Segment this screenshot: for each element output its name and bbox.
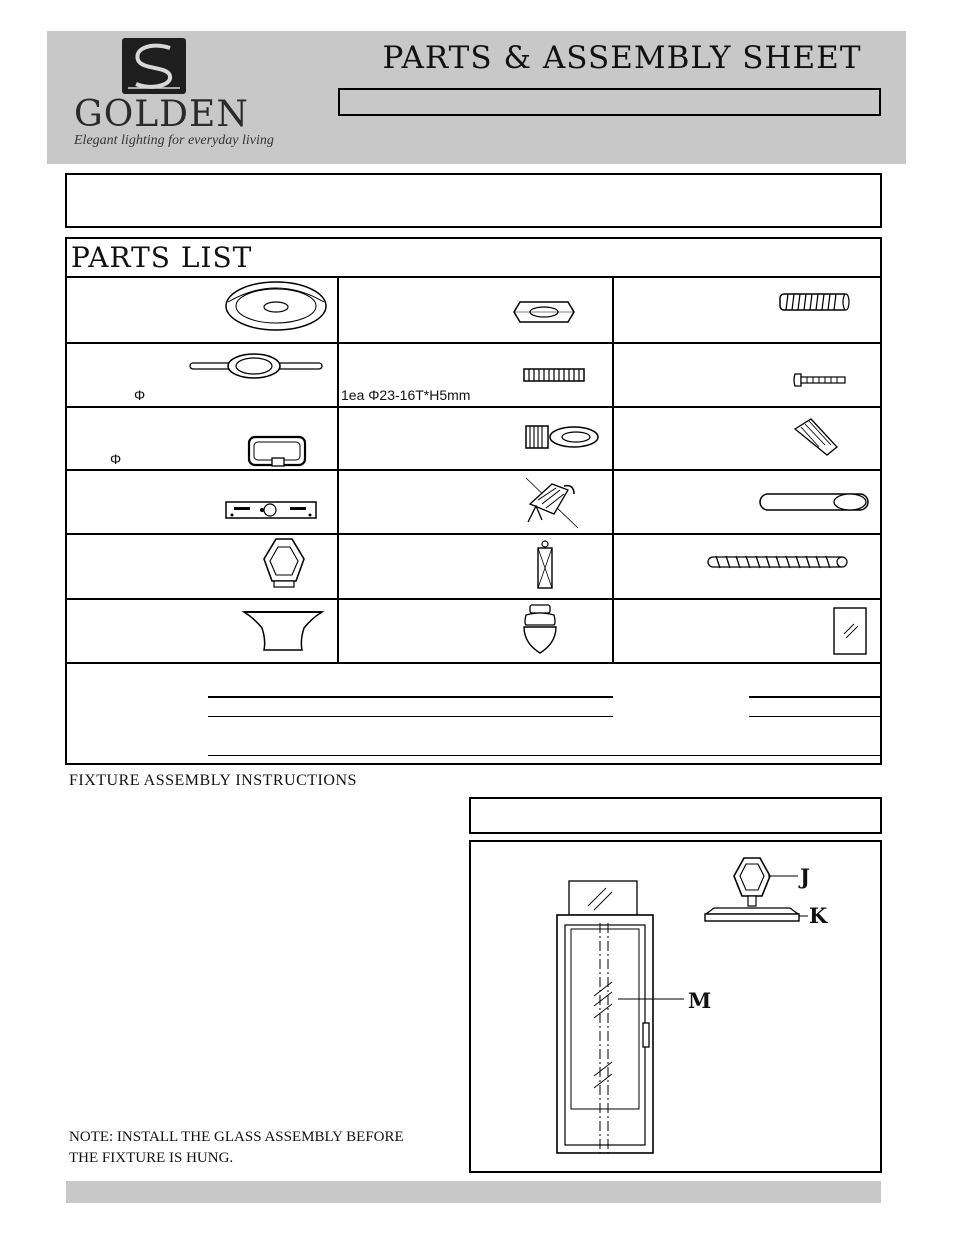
hex-nut-icon bbox=[512, 298, 576, 326]
table-rule bbox=[65, 469, 882, 471]
lantern-assembly-icon bbox=[548, 878, 660, 1156]
assembly-diagram bbox=[469, 840, 882, 1173]
chain-link-icon bbox=[246, 434, 308, 468]
phi-symbol: Φ bbox=[110, 451, 122, 467]
shade-cup-icon bbox=[242, 608, 324, 654]
callout-leader-m bbox=[616, 996, 686, 1002]
part-spec-lock-ring: 1ea Φ23-16T*H5mm bbox=[341, 387, 471, 403]
screw-icon bbox=[793, 372, 847, 388]
table-rule bbox=[65, 598, 882, 600]
table-rule bbox=[65, 662, 882, 664]
table-column-rule bbox=[337, 276, 339, 663]
info-box bbox=[65, 173, 882, 228]
table-rule bbox=[65, 342, 882, 344]
assembly-instructions-heading: FIXTURE ASSEMBLY INSTRUCTIONS bbox=[69, 772, 357, 789]
threaded-nipple-icon bbox=[778, 291, 852, 313]
table-rule bbox=[65, 276, 882, 278]
form-line bbox=[749, 696, 880, 698]
page-title: PARTS & ASSEMBLY SHEET bbox=[382, 40, 862, 76]
glass-panel-icon bbox=[832, 606, 868, 656]
form-line bbox=[749, 716, 880, 717]
diagram-title-box bbox=[469, 797, 882, 834]
form-line bbox=[208, 696, 613, 698]
crossbar-icon bbox=[188, 352, 324, 380]
phi-symbol: Φ bbox=[134, 387, 146, 403]
installation-note bbox=[69, 1127, 469, 1169]
mounting-strap-icon bbox=[224, 499, 318, 521]
parts-list-heading: PARTS LIST bbox=[71, 241, 253, 274]
ground-screw-icon bbox=[524, 476, 580, 530]
finial-canopy-detail-icon bbox=[702, 856, 802, 924]
table-rule bbox=[65, 533, 882, 535]
finial-bottom-icon bbox=[520, 603, 560, 655]
callout-m: M bbox=[688, 988, 712, 1013]
golden-s-logo-icon bbox=[122, 38, 186, 94]
model-number-box bbox=[338, 88, 881, 116]
table-rule bbox=[65, 406, 882, 408]
chain-icon bbox=[706, 554, 850, 570]
crystal-pendant-icon bbox=[534, 540, 556, 590]
form-line bbox=[208, 716, 613, 717]
table-column-rule bbox=[612, 276, 614, 663]
lock-ring-icon bbox=[522, 366, 586, 384]
callout-k: K bbox=[809, 903, 828, 928]
note-line: NOTE: INSTALL THE GLASS ASSEMBLY BEFORE bbox=[69, 1129, 404, 1145]
callout-j: J bbox=[800, 864, 810, 889]
brand-name: GOLDEN bbox=[74, 94, 249, 135]
note-line: THE FIXTURE IS HUNG. bbox=[69, 1150, 234, 1166]
screw-collar-loop-icon bbox=[524, 423, 600, 451]
brand-tagline: Elegant lighting for everyday living bbox=[74, 133, 274, 148]
form-line bbox=[208, 755, 880, 756]
wire-connector-icon bbox=[793, 417, 839, 457]
footer-band bbox=[66, 1181, 881, 1203]
finial-top-icon bbox=[260, 537, 308, 589]
tube-icon bbox=[758, 491, 870, 513]
canopy-icon bbox=[224, 280, 328, 332]
